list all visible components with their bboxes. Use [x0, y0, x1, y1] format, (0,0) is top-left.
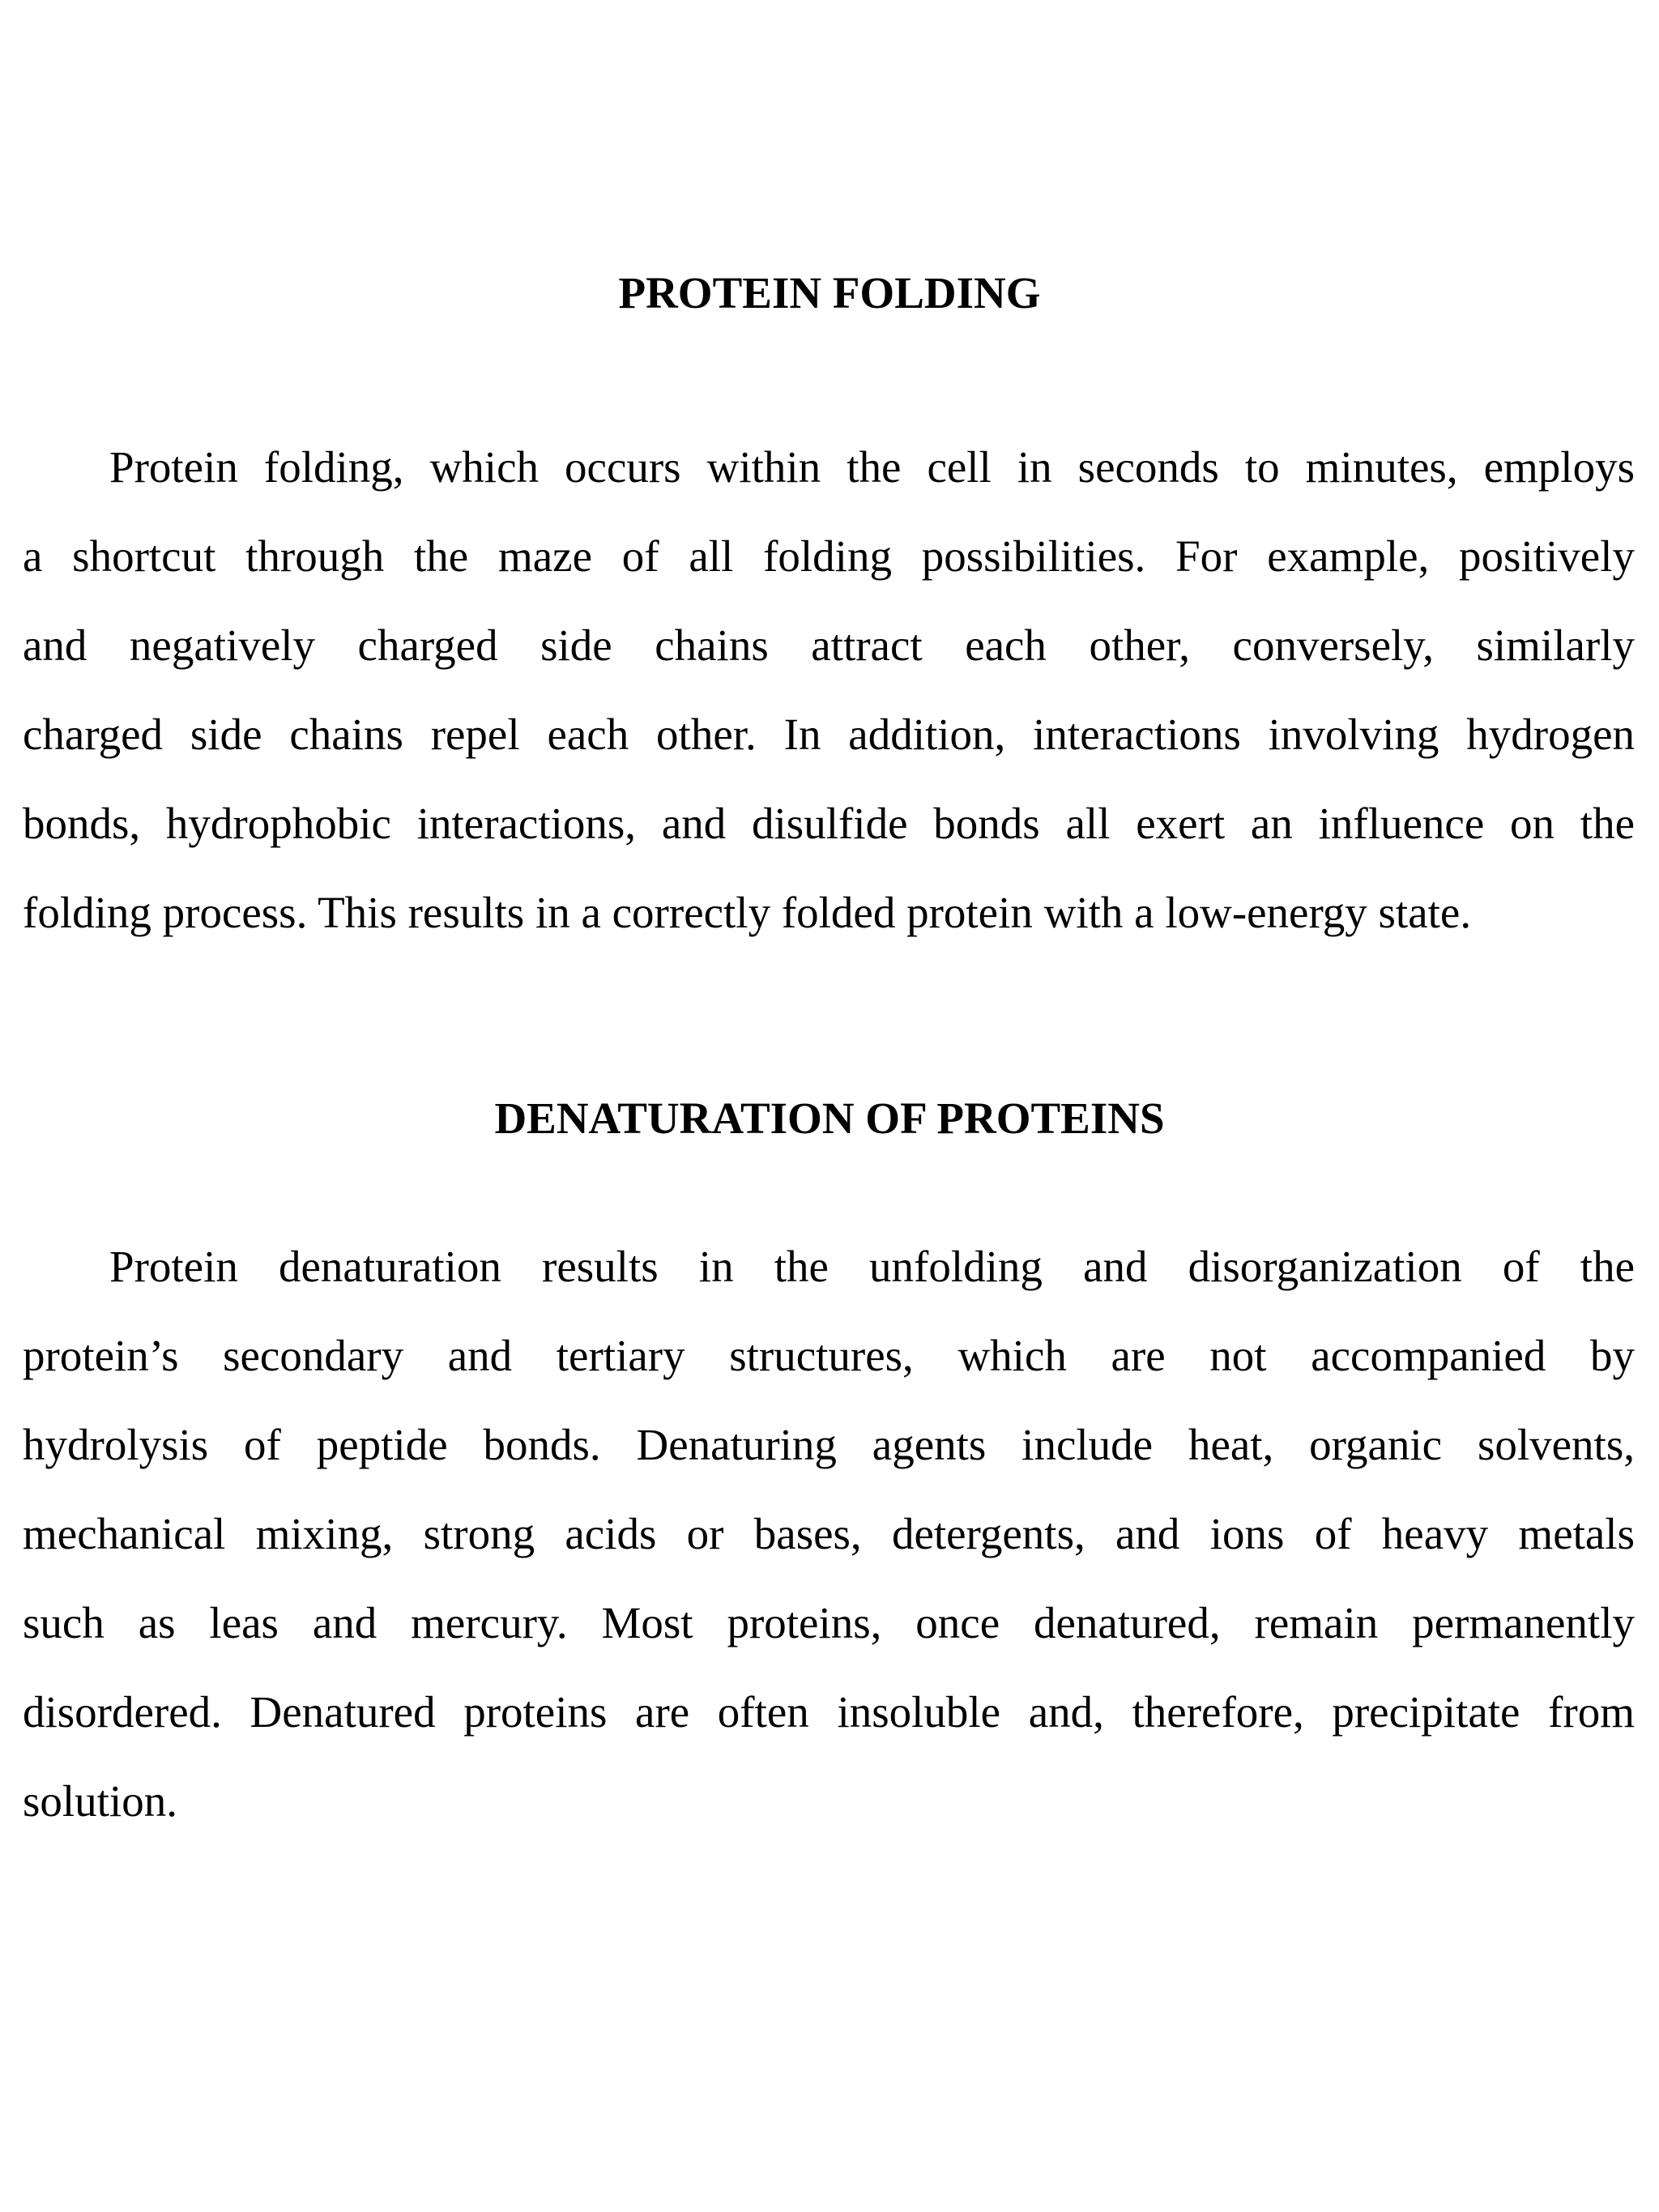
paragraph-line: hydrolysis of peptide bonds. Denaturing agents include heat, organic solvents,	[23, 1420, 1635, 1469]
paragraph-line: bonds, hydrophobic interactions, and disulfide bonds all exert an influence on the	[23, 799, 1635, 848]
paragraph-line: mechanical mixing, strong acids or bases, detergents, and ions of heavy metals	[23, 1509, 1635, 1558]
section-heading-protein-folding: PROTEIN FOLDING	[618, 268, 1041, 318]
paragraph-protein-folding	[23, 423, 1635, 957]
paragraph-line: and negatively charged side chains attract each other, conversely, similarly	[23, 620, 1635, 670]
paragraph-line: protein’s secondary and tertiary structures, which are not accompanied by	[23, 1331, 1635, 1380]
paragraph-line: Protein folding, which occurs within the cell in seconds to minutes, employs	[109, 442, 1635, 492]
paragraph-line: Protein denaturation results in the unfolding and disorganization of the	[109, 1242, 1635, 1291]
paragraph-line: a shortcut through the maze of all folding possibilities. For example, positively	[23, 531, 1635, 581]
paragraph-line: solution.	[23, 1776, 177, 1826]
paragraph-line: folding process. This results in a correctly folded protein with a low-energy state.	[23, 888, 1472, 937]
paragraph-line: disordered. Denatured proteins are often insoluble and, therefore, precipitate from	[23, 1687, 1635, 1737]
paragraph-line: such as leas and mercury. Most proteins, once denatured, remain permanently	[23, 1598, 1635, 1647]
paragraph-denaturation	[23, 1222, 1635, 1846]
paragraph-line: charged side chains repel each other. In addition, interactions involving hydrogen	[23, 710, 1635, 759]
section-heading-denaturation: DENATURATION OF PROTEINS	[494, 1093, 1165, 1143]
